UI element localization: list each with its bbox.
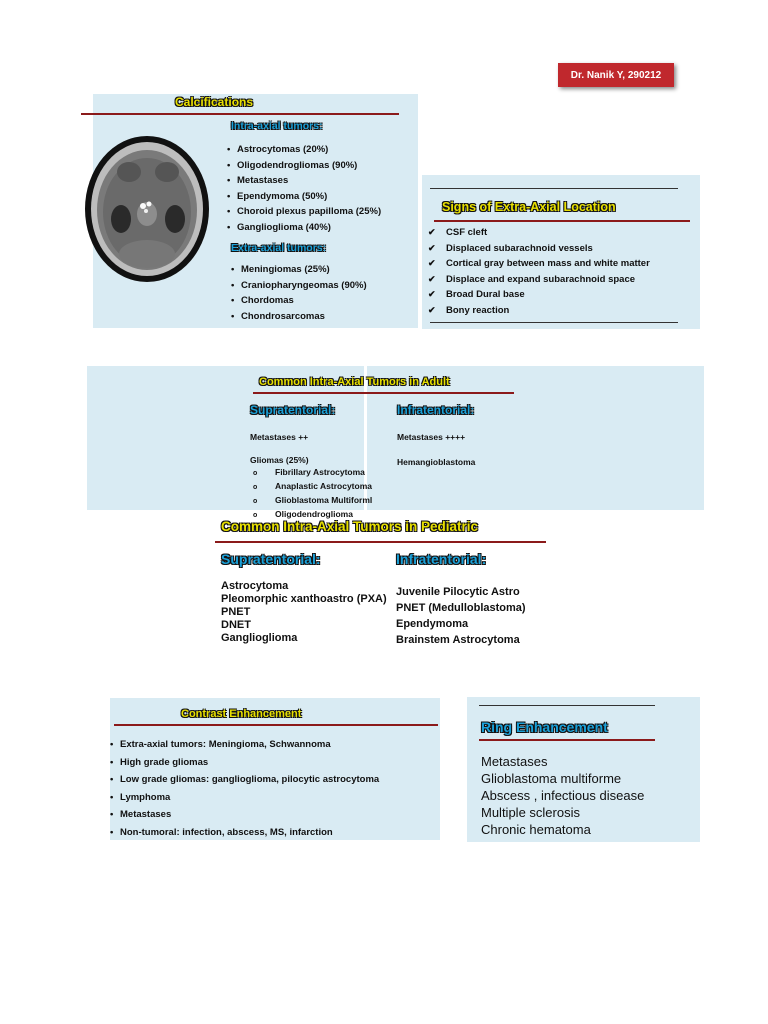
list-item: • Metastases xyxy=(110,806,379,824)
intra-axial-list xyxy=(227,142,381,235)
adult-supra-line-1: Metastases ++ xyxy=(250,432,309,442)
contrast-panel xyxy=(110,698,440,840)
list-item: ✔ CSF cleft xyxy=(428,225,650,241)
list-item: • Extra-axial tumors: Meningioma, Schwannoma xyxy=(110,736,379,754)
ring-list xyxy=(481,753,644,838)
pediatric-infra-heading: Infratentorial: xyxy=(396,551,487,567)
list-item: ✔ Cortical gray between mass and white matter xyxy=(428,256,650,272)
extra-axial-heading: Extra-axial tumors: xyxy=(231,242,327,254)
list-item: PNET xyxy=(221,606,251,618)
list-item: Brainstem Astrocytoma xyxy=(396,634,520,646)
list-item: Multiple sclerosis xyxy=(481,805,580,820)
calcifications-panel xyxy=(93,94,418,328)
author-badge-text: Dr. Nanik Y, 290212 xyxy=(570,69,662,81)
ring-panel xyxy=(467,697,700,842)
pediatric-infra-list xyxy=(396,584,526,648)
ct-scan-image xyxy=(83,134,211,284)
list-item: • Astrocytomas (20%) xyxy=(227,142,381,158)
adult-title: Common Intra-Axial Tumors in Adult xyxy=(259,376,450,388)
calcifications-title: Calcifications xyxy=(175,95,254,109)
pediatric-title: Common Intra-Axial Tumors in Pediatric xyxy=(221,519,479,534)
ring-rule xyxy=(479,739,655,741)
list-item: • Low grade gliomas: ganglioglioma, pilocytic astrocytoma xyxy=(110,771,379,789)
list-item: • Metastases xyxy=(227,173,381,189)
list-item: ✔ Bony reaction xyxy=(428,303,650,319)
list-item: • Chondrosarcomas xyxy=(231,309,367,325)
list-item: Juvenile Pilocytic Astro xyxy=(396,586,520,598)
list-item: PNET (Medulloblastoma) xyxy=(396,602,526,614)
list-item: • Non-tumoral: infection, abscess, MS, infarction xyxy=(110,824,379,842)
list-item: o Fibrillary Astrocytoma xyxy=(253,466,372,480)
adult-infra-heading: Infratentorial: xyxy=(397,403,475,417)
adult-infra-line-2: Hemangioblastoma xyxy=(397,457,476,467)
signs-list xyxy=(428,225,650,318)
list-item: ✔ Displaced subarachnoid vessels xyxy=(428,241,650,257)
author-badge xyxy=(558,63,674,87)
list-item: • Oligodendrogliomas (90%) xyxy=(227,158,381,174)
intra-axial-heading: Intra-axial tumors: xyxy=(231,120,323,132)
signs-top-rule xyxy=(430,188,678,189)
list-item: Chronic hematoma xyxy=(481,822,591,837)
extra-axial-signs-panel xyxy=(422,175,700,329)
adult-infra-line-1: Metastases ++++ xyxy=(397,432,466,442)
list-item: • Ependymoma (50%) xyxy=(227,189,381,205)
list-item: Pleomorphic xanthoastro (PXA) xyxy=(221,593,387,605)
adult-supra-line-2: Gliomas (25%) xyxy=(250,455,309,465)
list-item: • Chordomas xyxy=(231,293,367,309)
pediatric-supra-list xyxy=(221,580,387,645)
adult-supra-heading: Supratentorial: xyxy=(250,403,336,417)
list-item: Ganglioglioma xyxy=(221,632,298,644)
list-item: • Choroid plexus papilloma (25%) xyxy=(227,204,381,220)
contrast-rule xyxy=(114,724,438,726)
list-item: Glioblastoma multiforme xyxy=(481,771,622,786)
list-item: o Anaplastic Astrocytoma xyxy=(253,480,372,494)
list-item: • Craniopharyngeomas (90%) xyxy=(231,278,367,294)
list-item: Metastases xyxy=(481,754,548,769)
list-item: ✔ Broad Dural base xyxy=(428,287,650,303)
contrast-title: Contrast Enhancement xyxy=(181,708,302,720)
list-item: o Oligodendroglioma xyxy=(253,508,372,522)
calcifications-rule xyxy=(81,113,399,115)
list-item: o Glioblastoma Multiforml xyxy=(253,494,372,508)
list-item: ✔ Displace and expand subarachnoid space xyxy=(428,272,650,288)
list-item: Ependymoma xyxy=(396,618,469,630)
list-item: • Lymphoma xyxy=(110,789,379,807)
list-item: Astrocytoma xyxy=(221,580,289,592)
ring-top-rule xyxy=(479,705,655,706)
list-item: • High grade gliomas xyxy=(110,754,379,772)
list-item: DNET xyxy=(221,619,251,631)
pediatric-supra-heading: Supratentorial: xyxy=(221,551,321,567)
extra-axial-list xyxy=(231,262,367,324)
list-item: Abscess , infectious disease xyxy=(481,788,645,803)
list-item: • Meningiomas (25%) xyxy=(231,262,367,278)
ring-title: Ring Enhancement xyxy=(481,719,608,735)
signs-bottom-rule xyxy=(430,322,678,323)
signs-title: Signs of Extra-Axial Location xyxy=(442,200,616,214)
adult-rule xyxy=(253,392,514,394)
signs-rule xyxy=(434,220,690,222)
glioma-list xyxy=(253,466,372,522)
list-item: • Ganglioglioma (40%) xyxy=(227,220,381,236)
pediatric-rule xyxy=(215,541,546,543)
contrast-list xyxy=(110,736,379,841)
